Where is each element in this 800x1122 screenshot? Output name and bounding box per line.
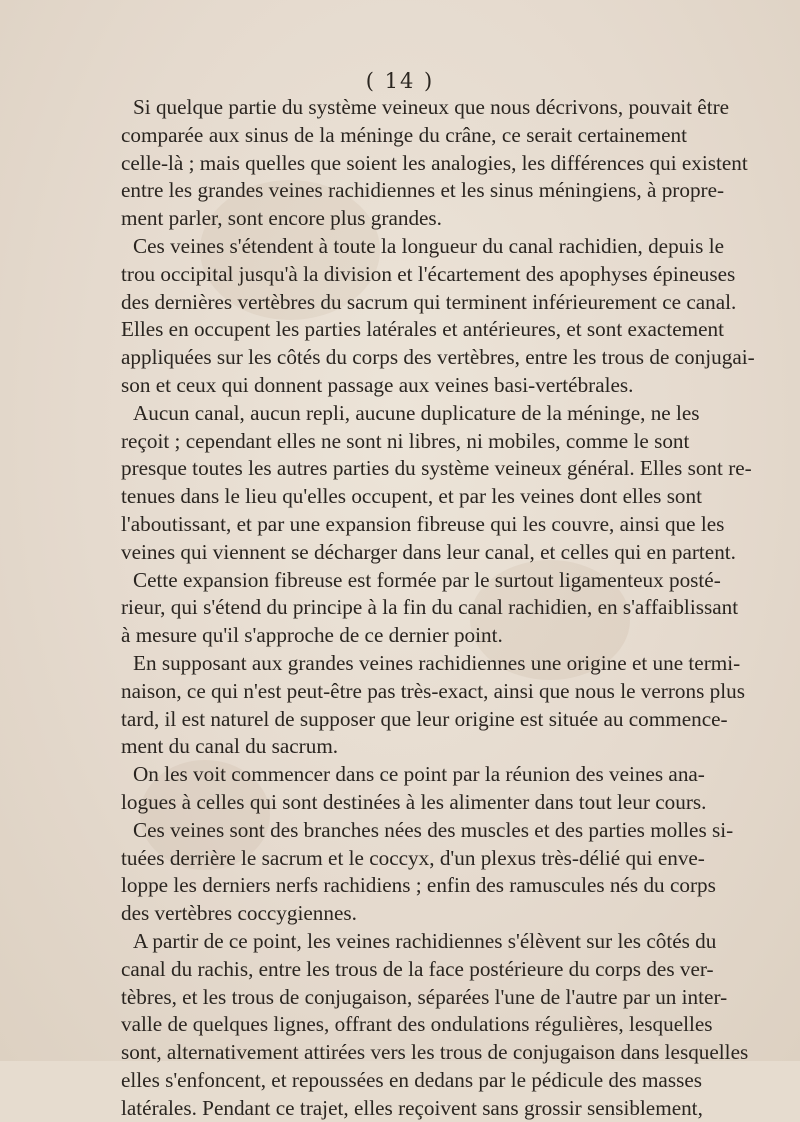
- text-line: latérales. Pendant ce trajet, elles reçoivent sans grossir sensiblement,: [121, 1095, 703, 1120]
- paragraph: [121, 94, 748, 233]
- text-line: valle de quelques lignes, offrant des ondulations régulières, lesquelles: [121, 1012, 713, 1037]
- paragraph: [121, 761, 707, 817]
- paragraph: [121, 400, 752, 567]
- paragraph: [121, 817, 734, 928]
- text-line: veines qui viennent se décharger dans leur canal, et celles qui en partent.: [121, 539, 736, 564]
- text-line: Aucun canal, aucun repli, aucune duplicature de la méninge, ne les: [133, 400, 700, 425]
- text-line: presque toutes les autres parties du système veineux général. Elles sont re-: [121, 456, 752, 481]
- paragraph: [121, 928, 749, 1122]
- text-line: tard, il est naturel de supposer que leur origine est située au commence-: [121, 706, 728, 731]
- text-line: des dernières vertèbres du sacrum qui terminent inférieurement ce canal.: [121, 289, 737, 314]
- text-line: naison, ce qui n'est peut-être pas très-exact, ainsi que nous le verrons plus: [121, 678, 745, 703]
- text-line: tèbres, et les trous de conjugaison, séparées l'une de l'autre par un inter-: [121, 984, 728, 1009]
- text-line: à mesure qu'il s'approche de ce dernier point.: [121, 623, 503, 648]
- text-line: ment du canal du sacrum.: [121, 734, 339, 759]
- text-line: logues à celles qui sont destinées à les alimenter dans tout leur cours.: [121, 789, 707, 814]
- paragraph: [121, 233, 755, 400]
- text-line: A partir de ce point, les veines rachidiennes s'élèvent sur les côtés du: [133, 928, 717, 953]
- text-line: appliquées sur les côtés du corps des vertèbres, entre les trous de conjugai-: [121, 345, 755, 370]
- text-line: En supposant aux grandes veines rachidiennes une origine et une termi-: [133, 650, 741, 675]
- text-line: ment parler, sont encore plus grandes.: [121, 206, 442, 231]
- paragraph: [121, 650, 745, 761]
- text-line: Elles en occupent les parties latérales et antérieures, et sont exactement: [121, 317, 724, 342]
- text-line: celle-là ; mais quelles que soient les analogies, les différences qui existent: [121, 150, 748, 175]
- text-line: trou occipital jusqu'à la division et l'écartement des apophyses épineuses: [121, 261, 736, 286]
- text-line: tenues dans le lieu qu'elles occupent, et par les veines dont elles sont: [121, 484, 703, 509]
- text-line: tuées derrière le sacrum et le coccyx, d'un plexus très-délié qui enve-: [121, 845, 705, 870]
- text-line: l'aboutissant, et par une expansion fibreuse qui les couvre, ainsi que les: [121, 511, 725, 536]
- text-line: elles s'enfoncent, et repoussées en dedans par le pédicule des masses: [121, 1067, 702, 1092]
- text-line: Ces veines sont des branches nées des muscles et des parties molles si-: [133, 817, 734, 842]
- page-number: ( 14 ): [365, 69, 435, 93]
- text-line: On les voit commencer dans ce point par la réunion des veines ana-: [133, 762, 705, 787]
- text-line: Ces veines s'étendent à toute la longueur du canal rachidien, depuis le: [133, 233, 724, 258]
- text-line: comparée aux sinus de la méninge du crâne, ce serait certainement: [121, 122, 687, 147]
- text-line: reçoit ; cependant elles ne sont ni libres, ni mobiles, comme le sont: [121, 428, 690, 453]
- body-text: [121, 94, 755, 1122]
- text-line: sont, alternativement attirées vers les trous de conjugaison dans lesquelles: [121, 1040, 749, 1065]
- text-line: loppe les derniers nerfs rachidiens ; enfin des ramuscules nés du corps: [121, 873, 716, 898]
- text-line: canal du rachis, entre les trous de la face postérieure du corps des ver-: [121, 956, 714, 981]
- text-line: entre les grandes veines rachidiennes et les sinus méningiens, à propre-: [121, 178, 725, 203]
- paragraph: [121, 567, 739, 650]
- text-line: des vertèbres coccygiennes.: [121, 901, 357, 926]
- text-line: son et ceux qui donnent passage aux veines basi-vertébrales.: [121, 372, 634, 397]
- text-line: Si quelque partie du système veineux que nous décrivons, pouvait être: [133, 95, 730, 119]
- text-line: Cette expansion fibreuse est formée par le surtout ligamenteux posté-: [133, 567, 721, 592]
- text-line: rieur, qui s'étend du principe à la fin du canal rachidien, en s'affaiblissant: [121, 595, 739, 620]
